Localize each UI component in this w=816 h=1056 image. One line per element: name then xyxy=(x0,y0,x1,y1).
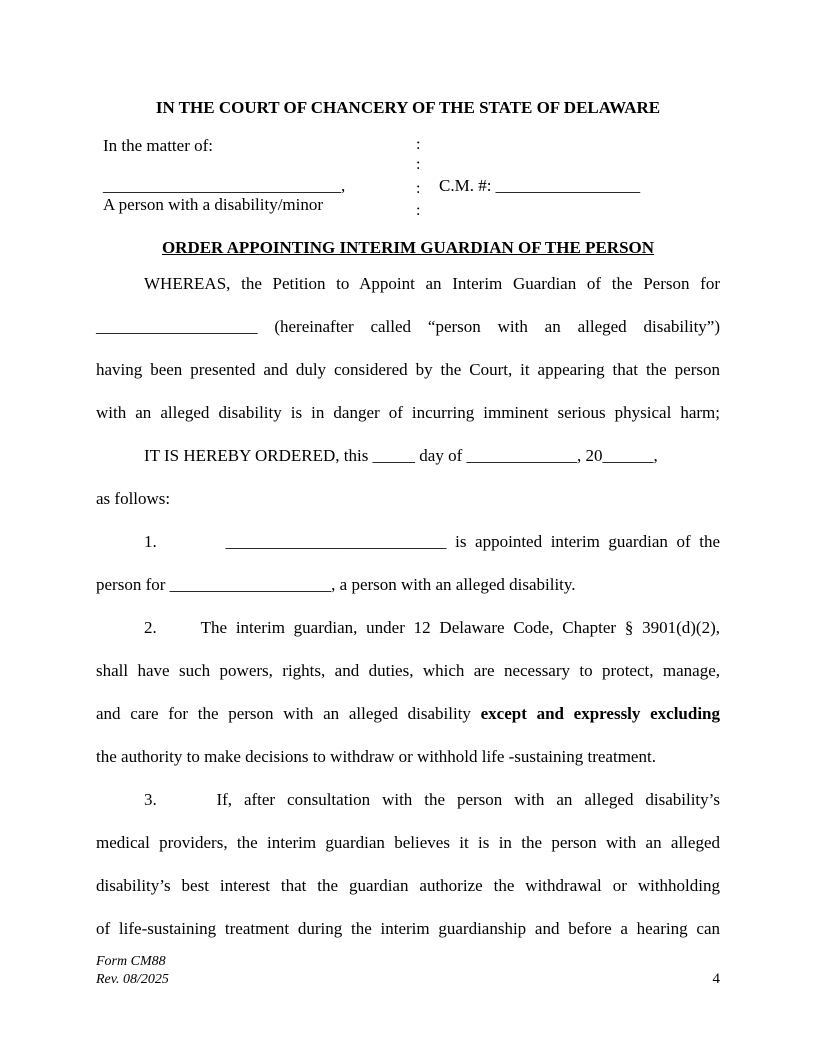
paragraph-2-line-3 xyxy=(96,703,720,725)
court-title: IN THE COURT OF CHANCERY OF THE STATE OF DELAWARE xyxy=(155,98,661,117)
ordered-line-2: as follows: xyxy=(96,489,171,508)
paragraph-2-line-4: the authority to make decisions to withdraw or withhold life -sustaining treatment. xyxy=(96,747,656,766)
caption-colon: : xyxy=(416,180,421,197)
caption-colon: : xyxy=(416,202,421,219)
whereas-line-2: ___________________ (hereinafter called “person with an alleged disability”) xyxy=(96,317,720,336)
caption-colon: : xyxy=(416,136,421,153)
ordered-line-1: IT IS HEREBY ORDERED, this _____ day of _____________, 20______, xyxy=(144,446,658,465)
paragraph-1-line-1: 1. __________________________ is appointed interim guardian of the xyxy=(144,532,720,551)
page-number: 4 xyxy=(712,971,720,987)
matter-of-label: In the matter of: xyxy=(103,136,213,155)
paragraph-3-line-4: of life-sustaining treatment during the interim guardianship and before a hearing can xyxy=(96,919,720,938)
caption-colon: : xyxy=(416,156,421,173)
person-type-label: A person with a disability/minor xyxy=(103,195,324,214)
order-title: ORDER APPOINTING INTERIM GUARDIAN OF THE PERSON xyxy=(161,238,655,257)
paragraph-2-line-2: shall have such powers, rights, and duties, which are necessary to protect, manage, xyxy=(96,661,720,680)
form-number: Form CM88 xyxy=(96,954,166,969)
paragraph-2-line-3-text: and care for the person with an alleged disability xyxy=(96,704,471,723)
exclusion-emphasis: except and expressly excluding xyxy=(480,704,720,723)
form-revision: Rev. 08/2025 xyxy=(96,972,169,987)
whereas-line-4: with an alleged disability is in danger of incurring imminent serious physical harm; xyxy=(96,403,720,422)
whereas-line-3: having been presented and duly considered by the Court, it appearing that the person xyxy=(96,360,720,379)
person-name-blank: ____________________________, xyxy=(103,176,346,195)
paragraph-3-line-2: medical providers, the interim guardian believes it is in the person with an alleged xyxy=(96,833,720,852)
case-number-field: C.M. #: _________________ xyxy=(439,176,641,195)
paragraph-3-line-1: 3. If, after consultation with the person with an alleged disability’s xyxy=(144,790,720,809)
paragraph-1-line-2: person for ___________________, a person with an alleged disability. xyxy=(96,575,576,594)
paragraph-3-line-3: disability’s best interest that the guardian authorize the withdrawal or withholding xyxy=(96,876,720,895)
whereas-line-1: WHEREAS, the Petition to Appoint an Interim Guardian of the Person for xyxy=(144,274,720,293)
paragraph-2-line-1: 2. The interim guardian, under 12 Delaware Code, Chapter § 3901(d)(2), xyxy=(144,618,720,637)
